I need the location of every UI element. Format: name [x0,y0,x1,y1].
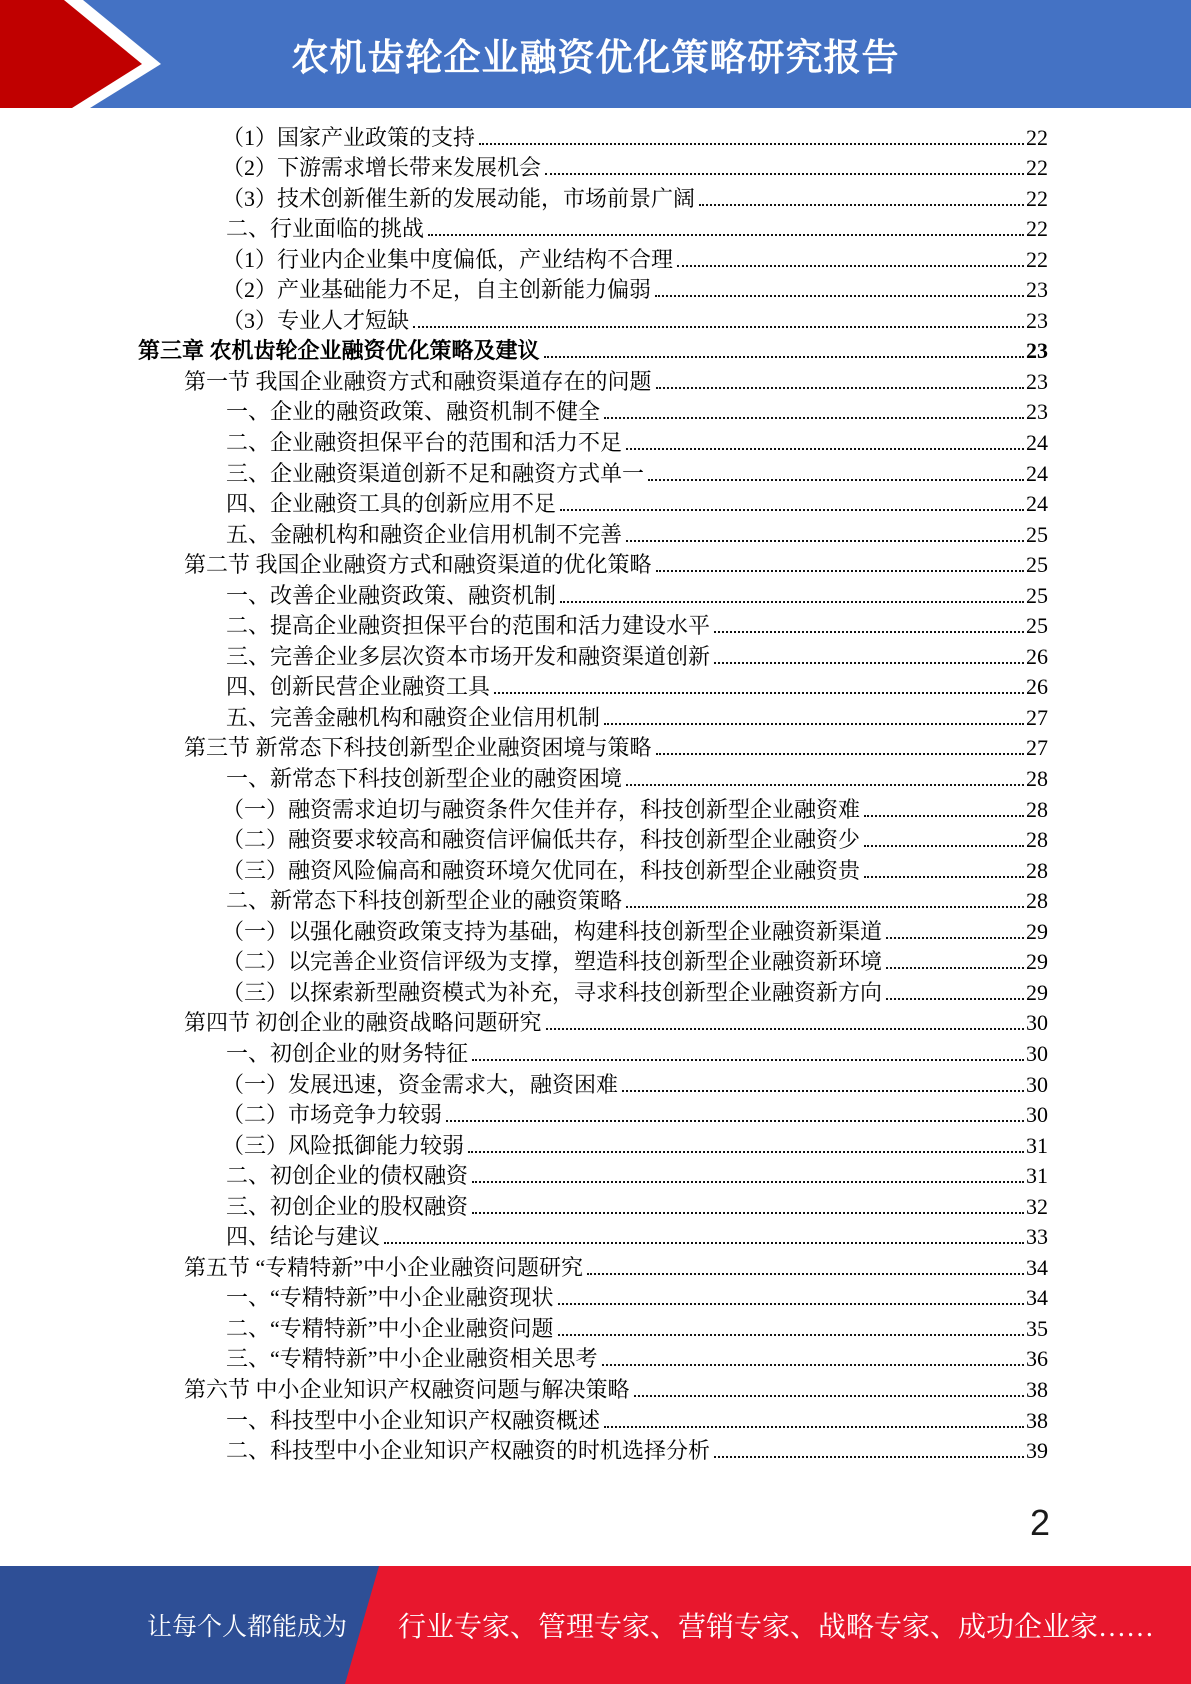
dot-leader [604,1426,1024,1428]
toc-entry-page: 31 [1026,1163,1048,1189]
toc-entry [138,1159,1048,1190]
toc-entry [138,242,1048,273]
toc-entry-page: 36 [1026,1346,1048,1372]
toc-entry-label: 四、企业融资工具的创新应用不足 [226,491,557,517]
toc-entry-page: 32 [1026,1193,1048,1219]
dot-leader [544,356,1024,358]
toc-entry-label: （2）下游需求增长带来发展机会 [222,155,542,181]
toc-entry-label: 一、“专精特新”中小企业融资现状 [226,1285,554,1311]
toc-entry-label: 二、新常态下科技创新型企业的融资策略 [226,888,623,914]
dot-leader [656,753,1024,755]
dot-leader [558,1303,1024,1305]
toc-entry-label: （二）市场竞争力较弱 [222,1102,443,1128]
dot-leader [384,1242,1024,1244]
toc-entry-label: （二）融资要求较高和融资信评偏低共存，科技创新型企业融资少 [222,827,861,853]
toc-entry [138,792,1048,823]
toc-entry [138,1372,1048,1403]
dot-leader [864,845,1024,847]
dot-leader [446,1120,1024,1122]
footer-slogan-right: 行业专家、管理专家、营销专家、战略专家、成功企业家…… [398,1612,1155,1643]
toc-entry-label: 三、完善企业多层次资本市场开发和融资渠道创新 [226,643,711,669]
toc-entry-label: 四、创新民营企业融资工具 [226,674,491,700]
toc-entry-label: 第五节 “专精特新”中小企业融资问题研究 [184,1254,584,1280]
toc-entry-label: 一、企业的融资政策、融资机制不健全 [226,399,601,425]
toc-entry [138,334,1048,365]
toc-entry-label: （3）专业人才短缺 [222,307,410,333]
toc-entry [138,670,1048,701]
dot-leader [655,295,1024,297]
toc-entry-label: 三、初创企业的股权融资 [226,1193,469,1219]
toc-entry [138,1189,1048,1220]
toc-entry-page: 38 [1026,1407,1048,1433]
dot-leader [626,906,1024,908]
toc-entry [138,456,1048,487]
toc-entry [138,151,1048,182]
dot-leader [714,631,1024,633]
toc-entry-page: 29 [1026,918,1048,944]
dot-leader [428,234,1024,236]
dot-leader [886,998,1024,1000]
toc-entry-label: 第二节 我国企业融资方式和融资渠道的优化策略 [184,552,652,578]
dot-leader [622,1090,1024,1092]
toc-entry [138,1220,1048,1251]
toc-entry-page: 22 [1026,185,1048,211]
toc-entry-page: 23 [1026,368,1048,394]
toc-entry [138,364,1048,395]
dot-leader [546,1028,1024,1030]
toc-entry [138,273,1048,304]
dot-leader [626,540,1024,542]
toc-entry-page: 34 [1026,1285,1048,1311]
dot-leader [472,1181,1024,1183]
dot-leader [602,1364,1024,1366]
dot-leader [714,1456,1024,1458]
toc-entry-label: （一）融资需求迫切与融资条件欠佳并存，科技创新型企业融资难 [222,796,861,822]
toc-entry-page: 29 [1026,949,1048,975]
toc-entry [138,945,1048,976]
toc-entry-page: 30 [1026,1071,1048,1097]
toc-entry-page: 27 [1026,735,1048,761]
footer-banner [0,1566,1191,1684]
toc-entry [138,1311,1048,1342]
toc-entry-label: （1）国家产业政策的支持 [222,124,476,150]
toc-entry-page: 25 [1026,582,1048,608]
toc-entry-label: 二、行业面临的挑战 [226,216,425,242]
toc-entry [138,853,1048,884]
toc-entry-label: 二、初创企业的债权融资 [226,1163,469,1189]
toc-entry-page: 22 [1026,124,1048,150]
toc-entry-label: 第三节 新常态下科技创新型企业融资困境与策略 [184,735,652,761]
dot-leader [714,662,1024,664]
toc-entry-label: （1）行业内企业集中度偏低，产业结构不合理 [222,246,674,272]
toc-entry-page: 28 [1026,888,1048,914]
toc-entry-page: 39 [1026,1438,1048,1464]
dot-leader [560,509,1024,511]
dot-leader [545,173,1024,175]
toc-entry [138,303,1048,334]
toc-entry-page: 25 [1026,552,1048,578]
toc-entry [138,914,1048,945]
dot-leader [604,723,1024,725]
toc-entry-page: 22 [1026,216,1048,242]
toc-entry [138,212,1048,243]
toc-entry [138,1067,1048,1098]
toc-entry-label: 一、新常态下科技创新型企业的融资困境 [226,766,623,792]
toc-entry-label: （三）风险抵御能力较弱 [222,1132,465,1158]
toc-entry-page: 24 [1026,491,1048,517]
dot-leader [494,692,1024,694]
toc-entry-page: 35 [1026,1315,1048,1341]
toc-entry-page: 38 [1026,1376,1048,1402]
toc-entry-page: 28 [1026,827,1048,853]
toc-entry [138,823,1048,854]
toc-entry-label: 五、完善金融机构和融资企业信用机制 [226,704,601,730]
toc-entry [138,731,1048,762]
header-banner [0,0,1191,108]
toc-entry-page: 24 [1026,430,1048,456]
table-of-contents [138,120,1048,1464]
dot-leader [479,143,1024,145]
dot-leader [558,1334,1024,1336]
toc-entry [138,120,1048,151]
toc-entry-page: 23 [1026,338,1048,364]
toc-entry-page: 31 [1026,1132,1048,1158]
toc-entry-label: （一）以强化融资政策支持为基础，构建科技创新型企业融资新渠道 [222,918,883,944]
toc-entry-label: 第一节 我国企业融资方式和融资渠道存在的问题 [184,368,652,394]
toc-entry [138,487,1048,518]
toc-entry [138,1098,1048,1129]
toc-entry [138,1342,1048,1373]
report-title: 农机齿轮企业融资优化策略研究报告 [291,37,900,78]
toc-entry-label: 二、科技型中小企业知识产权融资的时机选择分析 [226,1438,711,1464]
toc-entry-page: 25 [1026,613,1048,639]
toc-entry-label: （三）以探索新型融资模式为补充，寻求科技创新型企业融资新方向 [222,979,883,1005]
toc-entry-label: （2）产业基础能力不足，自主创新能力偏弱 [222,277,652,303]
toc-entry [138,548,1048,579]
dot-leader [648,479,1024,481]
dot-leader [864,815,1024,817]
toc-entry-page: 24 [1026,460,1048,486]
dot-leader [864,876,1024,878]
toc-entry-label: 第四节 初创企业的融资战略问题研究 [184,1010,542,1036]
toc-entry [138,609,1048,640]
toc-entry-label: 第三章 农机齿轮企业融资优化策略及建议 [138,338,540,364]
toc-entry [138,181,1048,212]
dot-leader [587,1273,1024,1275]
dot-leader [413,326,1024,328]
toc-entry-page: 23 [1026,277,1048,303]
toc-entry-label: 一、初创企业的财务特征 [226,1040,469,1066]
toc-entry [138,1006,1048,1037]
toc-entry-page: 30 [1026,1040,1048,1066]
toc-entry-page: 28 [1026,766,1048,792]
dot-leader [656,387,1024,389]
toc-entry-page: 30 [1026,1102,1048,1128]
dot-leader [560,601,1024,603]
toc-entry [138,639,1048,670]
toc-entry [138,578,1048,609]
toc-entry-label: （二）以完善企业资信评级为支撑，塑造科技创新型企业融资新环境 [222,949,883,975]
toc-entry-label: 三、企业融资渠道创新不足和融资方式单一 [226,460,645,486]
dot-leader [677,265,1024,267]
toc-entry [138,395,1048,426]
toc-entry [138,975,1048,1006]
toc-entry-page: 28 [1026,857,1048,883]
toc-entry-label: 一、科技型中小企业知识产权融资概述 [226,1407,601,1433]
dot-leader [886,967,1024,969]
dot-leader [886,937,1024,939]
toc-entry-page: 28 [1026,796,1048,822]
toc-entry-label: 五、金融机构和融资企业信用机制不完善 [226,521,623,547]
toc-entry-page: 27 [1026,704,1048,730]
footer-slogan-left: 让每个人都能成为 [147,1614,348,1641]
toc-entry-page: 25 [1026,521,1048,547]
toc-entry-page: 26 [1026,643,1048,669]
toc-entry [138,1036,1048,1067]
dot-leader [626,784,1024,786]
toc-entry [138,761,1048,792]
toc-entry [138,1281,1048,1312]
dot-leader [626,448,1024,450]
toc-entry-page: 34 [1026,1254,1048,1280]
toc-entry-label: 四、结论与建议 [226,1224,381,1250]
toc-entry [138,1250,1048,1281]
dot-leader [468,1151,1024,1153]
toc-entry-label: 一、改善企业融资政策、融资机制 [226,582,557,608]
dot-leader [656,570,1024,572]
toc-entry-label: 二、提高企业融资担保平台的范围和活力建设水平 [226,613,711,639]
toc-entry-label: （三）融资风险偏高和融资环境欠优同在，科技创新型企业融资贵 [222,857,861,883]
toc-entry-page: 26 [1026,674,1048,700]
toc-entry-page: 29 [1026,979,1048,1005]
page-number: 2 [1029,1502,1051,1543]
toc-entry-page: 23 [1026,399,1048,425]
toc-entry-page: 22 [1026,155,1048,181]
toc-entry [138,700,1048,731]
toc-entry [138,884,1048,915]
dot-leader [472,1059,1024,1061]
toc-entry-label: 二、企业融资担保平台的范围和活力不足 [226,430,623,456]
dot-leader [699,204,1024,206]
toc-entry [138,517,1048,548]
toc-entry [138,425,1048,456]
toc-entry [138,1128,1048,1159]
toc-entry-label: （3）技术创新催生新的发展动能，市场前景广阔 [222,185,696,211]
toc-entry-page: 30 [1026,1010,1048,1036]
toc-entry-label: 第六节 中小企业知识产权融资问题与解决策略 [184,1376,630,1402]
toc-entry-label: 三、“专精特新”中小企业融资相关思考 [226,1346,598,1372]
dot-leader [634,1395,1024,1397]
toc-entry-label: （一）发展迅速，资金需求大，融资困难 [222,1071,619,1097]
toc-entry [138,1434,1048,1465]
toc-entry-page: 23 [1026,307,1048,333]
toc-entry [138,1403,1048,1434]
toc-entry-page: 33 [1026,1224,1048,1250]
dot-leader [604,417,1024,419]
toc-entry-page: 22 [1026,246,1048,272]
dot-leader [472,1212,1024,1214]
toc-entry-label: 二、“专精特新”中小企业融资问题 [226,1315,554,1341]
